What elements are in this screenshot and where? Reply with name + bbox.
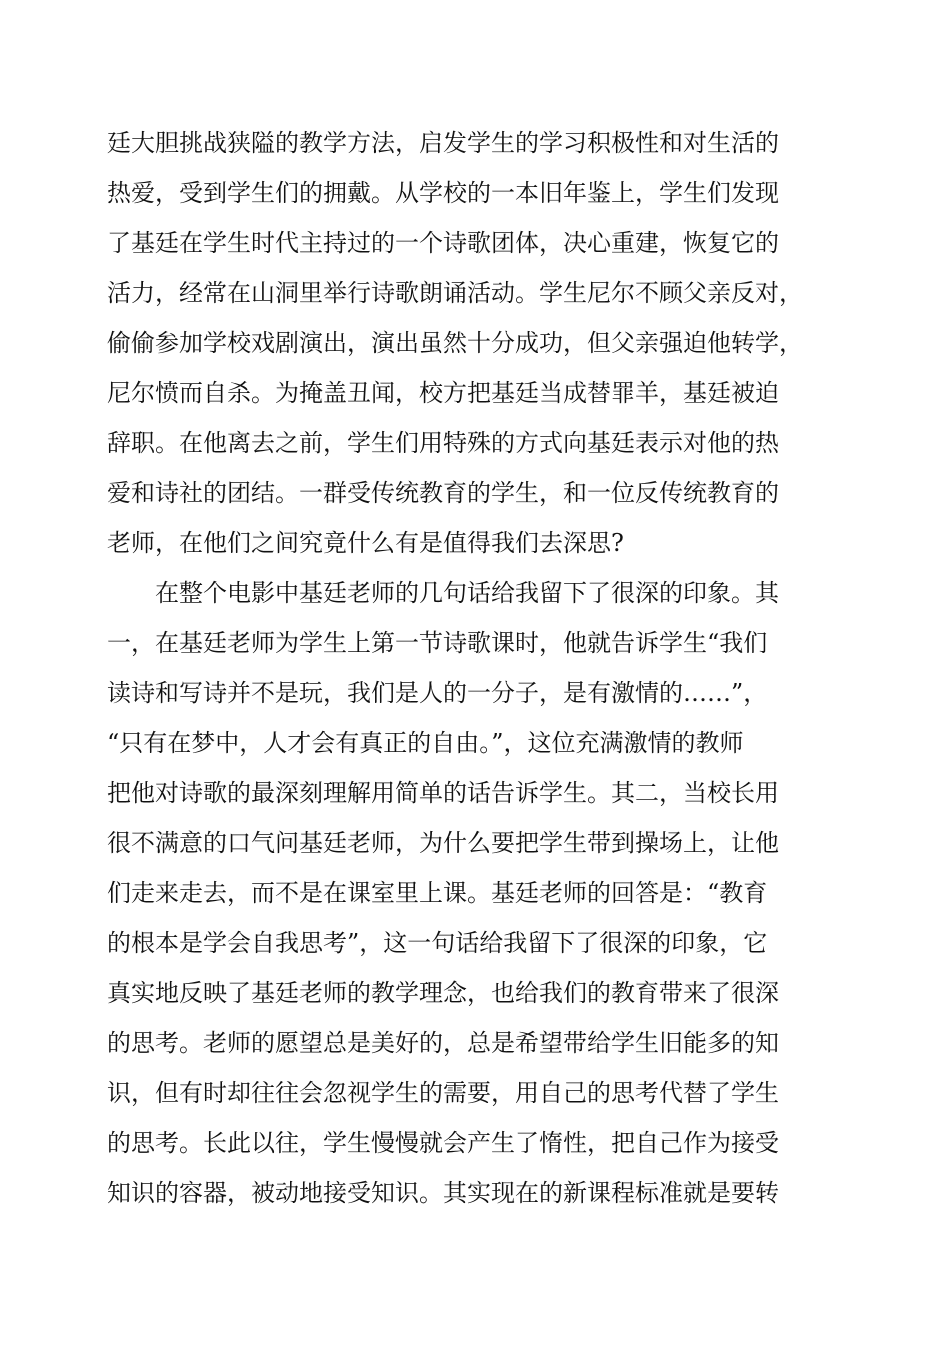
- text-line: 热爱，受到学生们的拥戴。从学校的一本旧年鉴上，学生们发现: [107, 179, 779, 207]
- text-line: 辞职。在他离去之前，学生们用特殊的方式向基廷表示对他的热: [107, 429, 779, 457]
- text-line: 偷偷参加学校戏剧演出，演出虽然十分成功，但父亲强迫他转学，: [107, 329, 803, 357]
- text-line: 的思考。长此以往，学生慢慢就会产生了惰性，把自己作为接受: [107, 1129, 779, 1157]
- text-line: 尼尔愤而自杀。为掩盖丑闻，校方把基廷当成替罪羊，基廷被迫: [107, 379, 779, 407]
- text-line: 一，在基廷老师为学生上第一节诗歌课时，他就告诉学生“我们: [107, 629, 768, 657]
- text-line: 真实地反映了基廷老师的教学理念，也给我们的教育带来了很深: [107, 979, 779, 1007]
- text-line: 老师，在他们之间究竟什么有是值得我们去深思?: [107, 529, 624, 557]
- text-line: 们走来走去，而不是在课室里上课。基廷老师的回答是：“教育: [107, 879, 768, 907]
- text-line: 廷大胆挑战狭隘的教学方法，启发学生的学习积极性和对生活的: [107, 129, 779, 157]
- text-line: 很不满意的口气问基廷老师，为什么要把学生带到操场上，让他: [107, 829, 779, 857]
- text-line: 在整个电影中基廷老师的几句话给我留下了很深的印象。其: [107, 579, 779, 607]
- text-line: 读诗和写诗并不是玩，我们是人的一分子，是有激情的……”，: [107, 679, 768, 707]
- text-line: 的根本是学会自我思考”，这一句话给我留下了很深的印象，它: [107, 929, 768, 957]
- text-line: 知识的容器，被动地接受知识。其实现在的新课程标准就是要转: [107, 1179, 779, 1207]
- text-line: 的思考。老师的愿望总是美好的，总是希望带给学生旧能多的知: [107, 1029, 779, 1057]
- text-line: 了基廷在学生时代主持过的一个诗歌团体，决心重建，恢复它的: [107, 229, 779, 257]
- text-line: 把他对诗歌的最深刻理解用简单的话告诉学生。其二，当校长用: [107, 779, 779, 807]
- text-line: 识，但有时却往往会忽视学生的需要，用自己的思考代替了学生: [107, 1079, 779, 1107]
- text-line: 活力，经常在山洞里举行诗歌朗诵活动。学生尼尔不顾父亲反对，: [107, 279, 803, 307]
- text-line: “只有在梦中，人才会有真正的自由。”，这位充满激情的教师: [107, 729, 744, 757]
- body-text: [107, 118, 803, 1218]
- text-line: 爱和诗社的团结。一群受传统教育的学生，和一位反传统教育的: [107, 479, 779, 507]
